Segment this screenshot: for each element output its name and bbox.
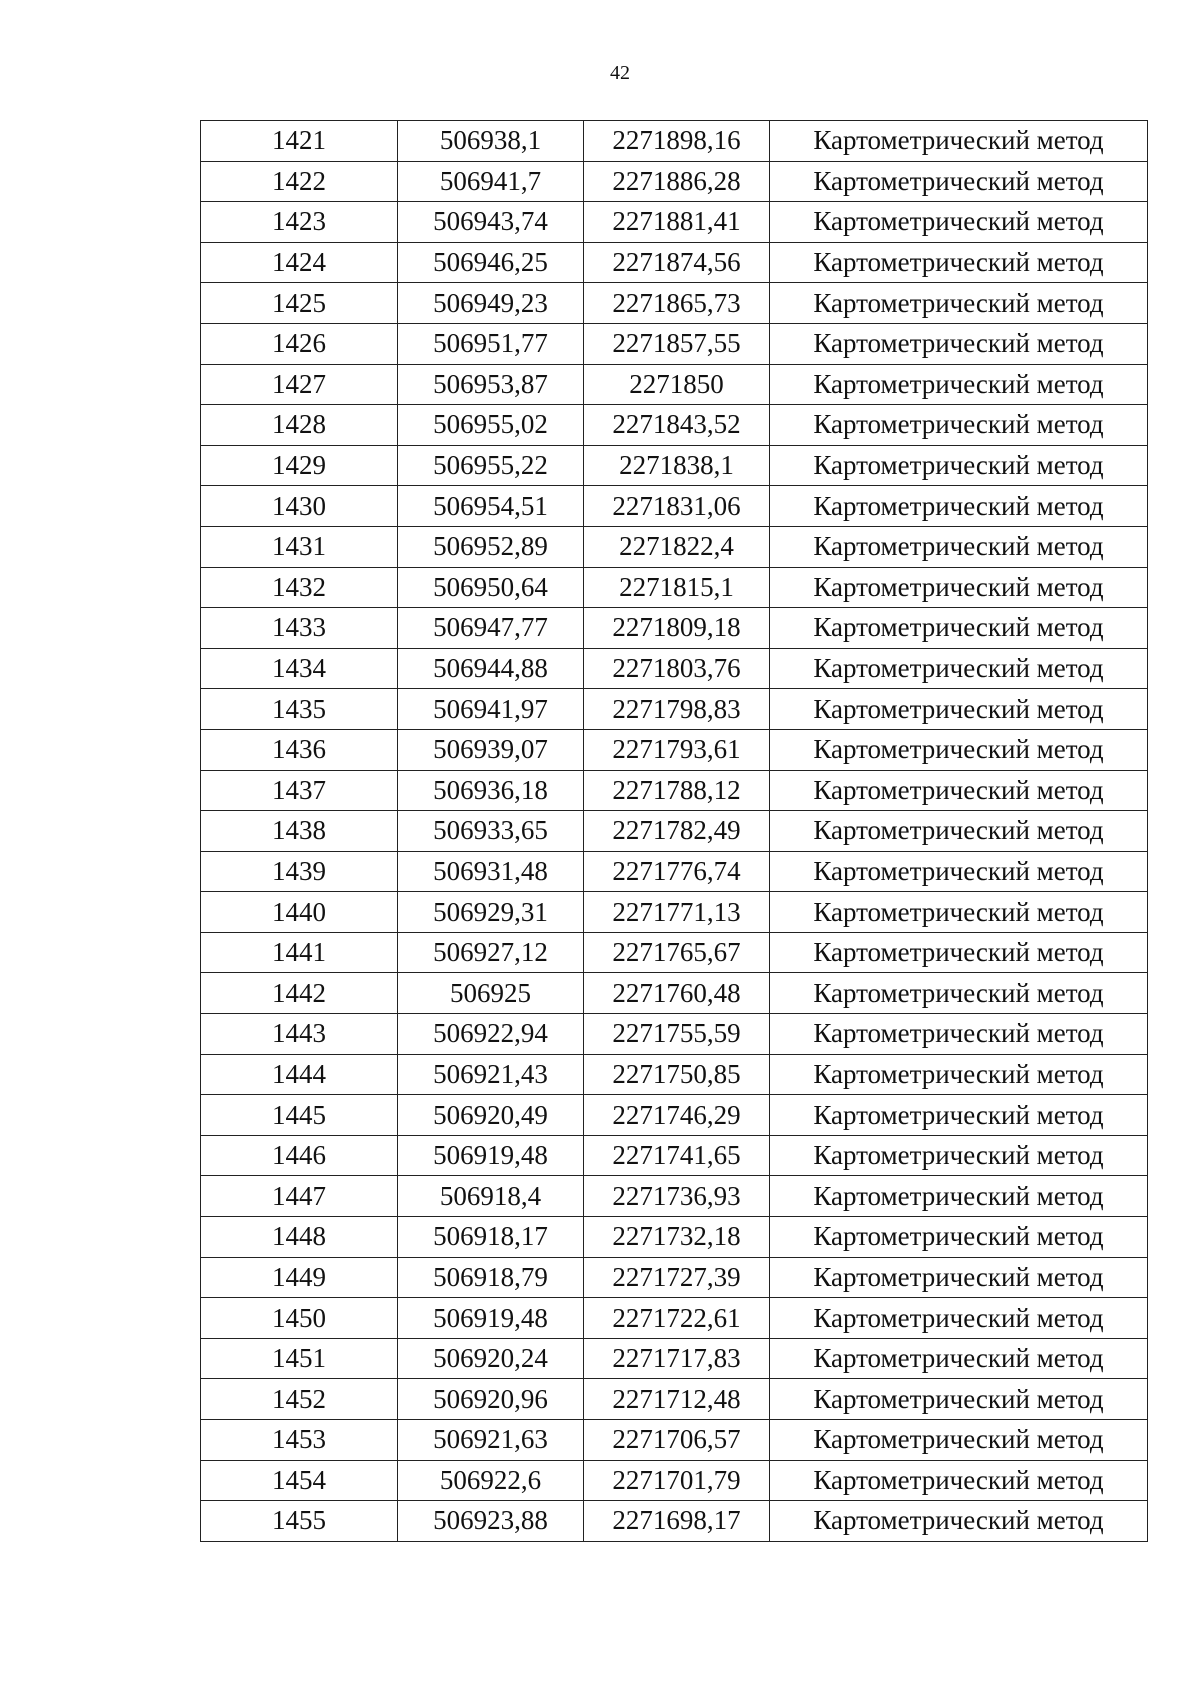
coordinates-table-body	[201, 121, 1148, 1542]
point-number-cell: 1455	[201, 1501, 398, 1542]
table-row	[201, 1014, 1148, 1055]
y-coordinate-cell: 2271809,18	[584, 608, 770, 649]
point-number-cell: 1440	[201, 892, 398, 933]
y-coordinate-cell: 2271750,85	[584, 1054, 770, 1095]
point-number-cell: 1445	[201, 1095, 398, 1136]
x-coordinate-cell: 506927,12	[398, 932, 584, 973]
x-coordinate-cell: 506929,31	[398, 892, 584, 933]
x-coordinate-cell: 506944,88	[398, 648, 584, 689]
x-coordinate-cell: 506949,23	[398, 283, 584, 324]
x-coordinate-cell: 506918,4	[398, 1176, 584, 1217]
y-coordinate-cell: 2271874,56	[584, 242, 770, 283]
x-coordinate-cell: 506954,51	[398, 486, 584, 527]
x-coordinate-cell: 506936,18	[398, 770, 584, 811]
table-row	[201, 242, 1148, 283]
point-number-cell: 1446	[201, 1135, 398, 1176]
point-number-cell: 1430	[201, 486, 398, 527]
point-number-cell: 1433	[201, 608, 398, 649]
method-cell: Картометрический метод	[770, 526, 1148, 567]
y-coordinate-cell: 2271706,57	[584, 1420, 770, 1461]
x-coordinate-cell: 506919,48	[398, 1135, 584, 1176]
method-cell: Картометрический метод	[770, 405, 1148, 446]
x-coordinate-cell: 506919,48	[398, 1298, 584, 1339]
x-coordinate-cell: 506931,48	[398, 851, 584, 892]
y-coordinate-cell: 2271741,65	[584, 1135, 770, 1176]
method-cell: Картометрический метод	[770, 445, 1148, 486]
table-row	[201, 1460, 1148, 1501]
y-coordinate-cell: 2271803,76	[584, 648, 770, 689]
method-cell: Картометрический метод	[770, 851, 1148, 892]
x-coordinate-cell: 506955,02	[398, 405, 584, 446]
x-coordinate-cell: 506921,43	[398, 1054, 584, 1095]
table-row	[201, 729, 1148, 770]
y-coordinate-cell: 2271815,1	[584, 567, 770, 608]
point-number-cell: 1428	[201, 405, 398, 446]
y-coordinate-cell: 2271771,13	[584, 892, 770, 933]
point-number-cell: 1427	[201, 364, 398, 405]
table-row	[201, 1420, 1148, 1461]
method-cell: Картометрический метод	[770, 1257, 1148, 1298]
table-row	[201, 283, 1148, 324]
point-number-cell: 1449	[201, 1257, 398, 1298]
table-row	[201, 323, 1148, 364]
page-number: 42	[610, 62, 630, 84]
x-coordinate-cell: 506955,22	[398, 445, 584, 486]
method-cell: Картометрический метод	[770, 973, 1148, 1014]
table-row	[201, 1054, 1148, 1095]
x-coordinate-cell: 506947,77	[398, 608, 584, 649]
x-coordinate-cell: 506938,1	[398, 121, 584, 162]
table-row	[201, 486, 1148, 527]
point-number-cell: 1421	[201, 121, 398, 162]
x-coordinate-cell: 506918,17	[398, 1217, 584, 1258]
method-cell: Картометрический метод	[770, 811, 1148, 852]
x-coordinate-cell: 506951,77	[398, 323, 584, 364]
method-cell: Картометрический метод	[770, 202, 1148, 243]
method-cell: Картометрический метод	[770, 648, 1148, 689]
y-coordinate-cell: 2271850	[584, 364, 770, 405]
x-coordinate-cell: 506943,74	[398, 202, 584, 243]
method-cell: Картометрический метод	[770, 1379, 1148, 1420]
method-cell: Картометрический метод	[770, 1014, 1148, 1055]
table-row	[201, 973, 1148, 1014]
point-number-cell: 1426	[201, 323, 398, 364]
table-row	[201, 364, 1148, 405]
point-number-cell: 1453	[201, 1420, 398, 1461]
method-cell: Картометрический метод	[770, 364, 1148, 405]
table-row	[201, 161, 1148, 202]
y-coordinate-cell: 2271698,17	[584, 1501, 770, 1542]
method-cell: Картометрический метод	[770, 1501, 1148, 1542]
point-number-cell: 1454	[201, 1460, 398, 1501]
table-row	[201, 1501, 1148, 1542]
x-coordinate-cell: 506925	[398, 973, 584, 1014]
y-coordinate-cell: 2271701,79	[584, 1460, 770, 1501]
x-coordinate-cell: 506941,97	[398, 689, 584, 730]
point-number-cell: 1442	[201, 973, 398, 1014]
table-row	[201, 202, 1148, 243]
y-coordinate-cell: 2271788,12	[584, 770, 770, 811]
table-row	[201, 1176, 1148, 1217]
method-cell: Картометрический метод	[770, 567, 1148, 608]
table-row	[201, 1095, 1148, 1136]
x-coordinate-cell: 506953,87	[398, 364, 584, 405]
y-coordinate-cell: 2271838,1	[584, 445, 770, 486]
y-coordinate-cell: 2271712,48	[584, 1379, 770, 1420]
x-coordinate-cell: 506941,7	[398, 161, 584, 202]
y-coordinate-cell: 2271843,52	[584, 405, 770, 446]
point-number-cell: 1431	[201, 526, 398, 567]
x-coordinate-cell: 506920,96	[398, 1379, 584, 1420]
point-number-cell: 1441	[201, 932, 398, 973]
table-row	[201, 1338, 1148, 1379]
coordinates-table	[200, 120, 1148, 1542]
method-cell: Картометрический метод	[770, 1298, 1148, 1339]
y-coordinate-cell: 2271722,61	[584, 1298, 770, 1339]
point-number-cell: 1423	[201, 202, 398, 243]
method-cell: Картометрический метод	[770, 161, 1148, 202]
x-coordinate-cell: 506920,49	[398, 1095, 584, 1136]
table-row	[201, 121, 1148, 162]
x-coordinate-cell: 506918,79	[398, 1257, 584, 1298]
x-coordinate-cell: 506950,64	[398, 567, 584, 608]
point-number-cell: 1439	[201, 851, 398, 892]
x-coordinate-cell: 506922,94	[398, 1014, 584, 1055]
point-number-cell: 1447	[201, 1176, 398, 1217]
point-number-cell: 1450	[201, 1298, 398, 1339]
method-cell: Картометрический метод	[770, 1095, 1148, 1136]
point-number-cell: 1451	[201, 1338, 398, 1379]
y-coordinate-cell: 2271822,4	[584, 526, 770, 567]
point-number-cell: 1425	[201, 283, 398, 324]
point-number-cell: 1429	[201, 445, 398, 486]
y-coordinate-cell: 2271736,93	[584, 1176, 770, 1217]
method-cell: Картометрический метод	[770, 1135, 1148, 1176]
table-row	[201, 851, 1148, 892]
table-row	[201, 1217, 1148, 1258]
table-row	[201, 1257, 1148, 1298]
point-number-cell: 1422	[201, 161, 398, 202]
point-number-cell: 1452	[201, 1379, 398, 1420]
x-coordinate-cell: 506939,07	[398, 729, 584, 770]
point-number-cell: 1432	[201, 567, 398, 608]
method-cell: Картометрический метод	[770, 608, 1148, 649]
y-coordinate-cell: 2271727,39	[584, 1257, 770, 1298]
method-cell: Картометрический метод	[770, 121, 1148, 162]
y-coordinate-cell: 2271865,73	[584, 283, 770, 324]
table-row	[201, 445, 1148, 486]
y-coordinate-cell: 2271898,16	[584, 121, 770, 162]
x-coordinate-cell: 506920,24	[398, 1338, 584, 1379]
y-coordinate-cell: 2271857,55	[584, 323, 770, 364]
table-row	[201, 567, 1148, 608]
method-cell: Картометрический метод	[770, 1338, 1148, 1379]
method-cell: Картометрический метод	[770, 1460, 1148, 1501]
point-number-cell: 1444	[201, 1054, 398, 1095]
method-cell: Картометрический метод	[770, 283, 1148, 324]
table-row	[201, 811, 1148, 852]
method-cell: Картометрический метод	[770, 323, 1148, 364]
table-row	[201, 405, 1148, 446]
y-coordinate-cell: 2271881,41	[584, 202, 770, 243]
y-coordinate-cell: 2271776,74	[584, 851, 770, 892]
table-row	[201, 1298, 1148, 1339]
y-coordinate-cell: 2271831,06	[584, 486, 770, 527]
x-coordinate-cell: 506933,65	[398, 811, 584, 852]
table-row	[201, 526, 1148, 567]
y-coordinate-cell: 2271793,61	[584, 729, 770, 770]
x-coordinate-cell: 506921,63	[398, 1420, 584, 1461]
x-coordinate-cell: 506946,25	[398, 242, 584, 283]
point-number-cell: 1437	[201, 770, 398, 811]
y-coordinate-cell: 2271798,83	[584, 689, 770, 730]
method-cell: Картометрический метод	[770, 1217, 1148, 1258]
y-coordinate-cell: 2271755,59	[584, 1014, 770, 1055]
method-cell: Картометрический метод	[770, 892, 1148, 933]
table-row	[201, 932, 1148, 973]
y-coordinate-cell: 2271746,29	[584, 1095, 770, 1136]
method-cell: Картометрический метод	[770, 1420, 1148, 1461]
point-number-cell: 1438	[201, 811, 398, 852]
method-cell: Картометрический метод	[770, 486, 1148, 527]
x-coordinate-cell: 506923,88	[398, 1501, 584, 1542]
point-number-cell: 1443	[201, 1014, 398, 1055]
table-row	[201, 608, 1148, 649]
method-cell: Картометрический метод	[770, 729, 1148, 770]
y-coordinate-cell: 2271760,48	[584, 973, 770, 1014]
table-row	[201, 770, 1148, 811]
y-coordinate-cell: 2271765,67	[584, 932, 770, 973]
table-row	[201, 1379, 1148, 1420]
y-coordinate-cell: 2271782,49	[584, 811, 770, 852]
method-cell: Картометрический метод	[770, 1176, 1148, 1217]
table-row	[201, 892, 1148, 933]
y-coordinate-cell: 2271886,28	[584, 161, 770, 202]
method-cell: Картометрический метод	[770, 1054, 1148, 1095]
point-number-cell: 1434	[201, 648, 398, 689]
y-coordinate-cell: 2271732,18	[584, 1217, 770, 1258]
x-coordinate-cell: 506922,6	[398, 1460, 584, 1501]
point-number-cell: 1436	[201, 729, 398, 770]
x-coordinate-cell: 506952,89	[398, 526, 584, 567]
method-cell: Картометрический метод	[770, 770, 1148, 811]
table-row	[201, 648, 1148, 689]
point-number-cell: 1424	[201, 242, 398, 283]
point-number-cell: 1448	[201, 1217, 398, 1258]
method-cell: Картометрический метод	[770, 242, 1148, 283]
method-cell: Картометрический метод	[770, 689, 1148, 730]
y-coordinate-cell: 2271717,83	[584, 1338, 770, 1379]
point-number-cell: 1435	[201, 689, 398, 730]
table-row	[201, 689, 1148, 730]
table-row	[201, 1135, 1148, 1176]
method-cell: Картометрический метод	[770, 932, 1148, 973]
